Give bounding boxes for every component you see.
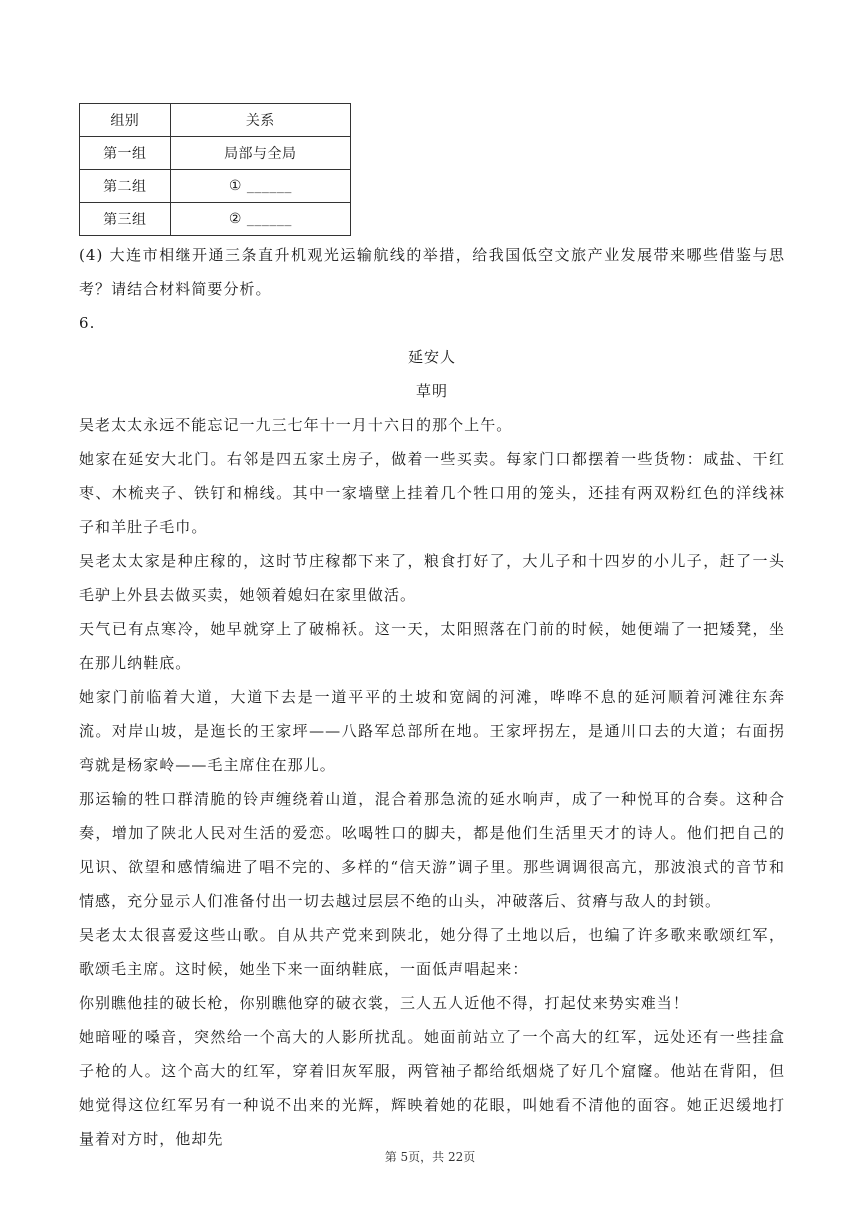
table-cell: ① ______ bbox=[170, 170, 350, 203]
table-cell: 第一组 bbox=[80, 137, 171, 170]
paragraph: 你别瞧他挂的破长枪，你别瞧他穿的破衣裳，三人五人近他不得，打起仗来势实难当！ bbox=[79, 994, 689, 1012]
paragraph: 那运输的牲口群清脆的铃声缠绕着山道，混合着那急流的延水响声，成了一种悦耳的合奏。这种合奏，增加了陕北人民对生活的爱恋。吆喝牲口的脚夫，都是他们生活里天才的诗人。他们把自己的见识、欲望和感情编进了唱不完的、多样的“信天游”调子里。那些调调很高亢，那波浪式的音节和情感，充分显示人们准备付出一切去越过层层不绝的山头，冲破落后、贫瘠与敌人的封锁。 bbox=[79, 790, 785, 910]
table-header-cell: 关系 bbox=[170, 104, 350, 137]
table-header-row bbox=[80, 104, 351, 137]
question-number: 6. bbox=[79, 314, 96, 332]
paragraph: 吴老太太永远不能忘记一九三七年十一月十六日的那个上午。 bbox=[79, 416, 513, 434]
table-header-cell: 组别 bbox=[80, 104, 171, 137]
table-row bbox=[80, 137, 351, 170]
paragraph: 她暗哑的嗓音，突然给一个高大的人影所扰乱。她面前站立了一个高大的红军，远处还有一些挂盒子枪的人。这个高大的红军，穿着旧灰军服，两管袖子都给纸烟烧了好几个窟窿。他站在背阳，但她觉得这位红军另有一种说不出来的光辉，辉映着她的花眼，叫她看不清他的面容。她正迟缓地打量着对方时，他却先 bbox=[79, 1028, 785, 1148]
paragraph: 她家门前临着大道，大道下去是一道平平的土坡和宽阔的河滩，哗哗不息的延河顺着河滩往东奔流。对岸山坡，是迤长的王家坪——八路军总部所在地。王家坪拐左，是通川口去的大道；右面拐弯就是杨家岭——毛主席住在那儿。 bbox=[79, 688, 785, 774]
paragraph: 吴老太太很喜爱这些山歌。自从共产党来到陕北，她分得了土地以后，也编了许多歌来歌颂红军，歌颂毛主席。这时候，她坐下来一面纳鞋底，一面低声唱起来： bbox=[79, 926, 785, 978]
table-row bbox=[80, 170, 351, 203]
paragraph: 她家在延安大北门。右邻是四五家土房子，做着一些买卖。每家门口都摆着一些货物：咸盐、干红枣、木梳夹子、铁钉和棉线。其中一家墙壁上挂着几个牲口用的笼头，还挂有两双粉红色的洋线袜子和羊肚子毛巾。 bbox=[79, 450, 785, 536]
table-cell: 第二组 bbox=[80, 170, 171, 203]
table-cell: 局部与全局 bbox=[170, 137, 350, 170]
article-title: 延安人 bbox=[407, 348, 456, 366]
article-author: 草明 bbox=[415, 382, 448, 400]
paragraph: 天气已有点寒冷，她早就穿上了破棉袄。这一天，太阳照落在门前的时候，她便端了一把矮凳，坐在那儿纳鞋底。 bbox=[79, 620, 785, 672]
article-body bbox=[79, 408, 785, 1156]
relation-table bbox=[79, 103, 351, 236]
table-cell: ② ______ bbox=[170, 203, 350, 236]
question-4: (4) 大连市相继开通三条直升机观光运输航线的举措，给我国低空文旅产业发展带来哪些借鉴与思考？请结合材料简要分析。 bbox=[79, 246, 785, 298]
page-footer: 第 5页，共 22页 bbox=[384, 1150, 476, 1164]
table-row bbox=[80, 203, 351, 236]
paragraph: 吴老太太家是种庄稼的，这时节庄稼都下来了，粮食打好了，大儿子和十四岁的小儿子，赶了一头毛驴上外县去做买卖，她领着媳妇在家里做活。 bbox=[79, 552, 785, 604]
table-cell: 第三组 bbox=[80, 203, 171, 236]
